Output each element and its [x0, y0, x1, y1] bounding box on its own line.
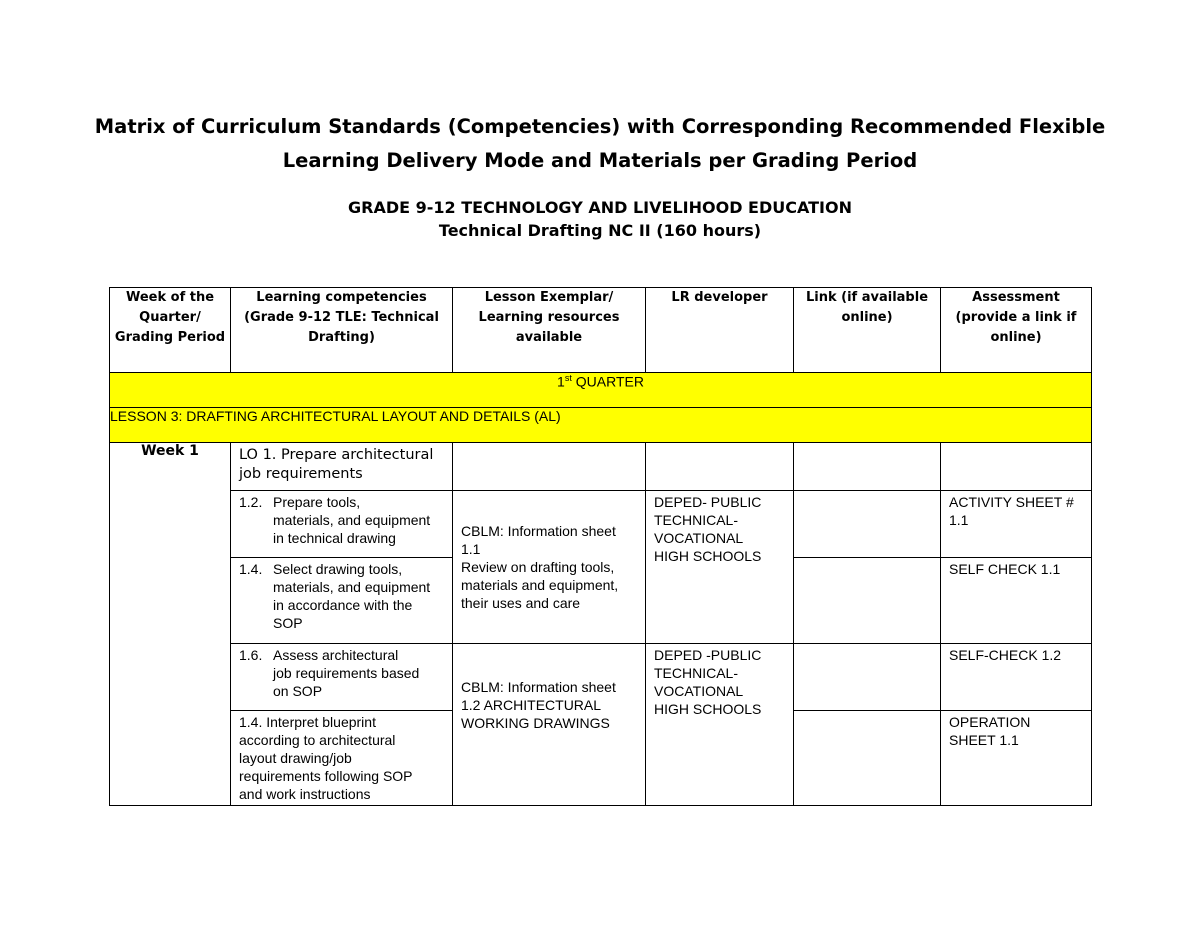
assessment-cell: ACTIVITY SHEET # 1.1 — [941, 491, 1092, 558]
header-exemplar: Lesson Exemplar/ Learning resources available — [453, 288, 646, 373]
table-header-row — [110, 288, 1092, 373]
curriculum-matrix-table — [109, 287, 1092, 806]
assessment-cell: SELF CHECK 1.1 — [941, 558, 1092, 644]
competency-cell: 1.4. Select drawing tools, materials, and equipment in accordance with the SOP — [231, 558, 453, 644]
header-competencies: Learning competencies (Grade 9-12 TLE: Technical Drafting) — [231, 288, 453, 373]
header-developer: LR developer — [646, 288, 794, 373]
competency-cell: 1.4. Interpret blueprint according to architectural layout drawing/job requirements following SOP and work instructions — [231, 711, 453, 806]
lo-title-row — [110, 443, 1092, 491]
lo-title-cell — [231, 443, 453, 491]
lo-exemplar-cell — [453, 443, 646, 491]
title-line-2: Learning Delivery Mode and Materials per Grading Period — [282, 149, 918, 172]
developer-cell-group-2: DEPED -PUBLIC TECHNICAL- VOCATIONAL HIGH SCHOOLS — [646, 644, 794, 806]
table-row — [110, 491, 1092, 558]
table-row — [110, 644, 1092, 711]
quarter-label: 1st QUARTER — [110, 373, 1092, 408]
header-week: Week of the Quarter/ Grading Period — [110, 288, 231, 373]
quarter-row — [110, 373, 1092, 408]
lo-title: LO 1. Prepare architectural job requirements — [239, 447, 434, 482]
week-cell: Week 1 — [110, 443, 231, 806]
subtitle-line-1: GRADE 9-12 TECHNOLOGY AND LIVELIHOOD EDUCATION — [348, 198, 852, 217]
document-subtitle — [0, 196, 1200, 242]
link-cell — [794, 711, 941, 806]
link-cell — [794, 558, 941, 644]
header-assessment: Assessment (provide a link if online) — [941, 288, 1092, 373]
lesson-row — [110, 408, 1092, 443]
subtitle-line-2: Technical Drafting NC II (160 hours) — [438, 221, 762, 240]
document-title — [0, 110, 1200, 178]
exemplar-cell-group-2: CBLM: Information sheet 1.2 ARCHITECTURAL WORKING DRAWINGS — [453, 644, 646, 806]
assessment-cell: OPERATION SHEET 1.1 — [941, 711, 1092, 806]
link-cell — [794, 644, 941, 711]
title-line-1: Matrix of Curriculum Standards (Competencies) with Corresponding Recommended Flexible — [94, 115, 1106, 138]
link-cell — [794, 491, 941, 558]
developer-cell-group-1: DEPED- PUBLIC TECHNICAL- VOCATIONAL HIGH SCHOOLS — [646, 491, 794, 644]
lo-link-cell — [794, 443, 941, 491]
exemplar-cell-group-1: CBLM: Information sheet 1.1 Review on drafting tools, materials and equipment, their uses and care — [453, 491, 646, 644]
lo-developer-cell — [646, 443, 794, 491]
competency-cell: 1.2. Prepare tools, materials, and equipment in technical drawing — [231, 491, 453, 558]
competency-cell: 1.6. Assess architectural job requirements based on SOP — [231, 644, 453, 711]
lo-assessment-cell — [941, 443, 1092, 491]
assessment-cell: SELF-CHECK 1.2 — [941, 644, 1092, 711]
header-link: Link (if available online) — [794, 288, 941, 373]
lesson-label: LESSON 3: DRAFTING ARCHITECTURAL LAYOUT AND DETAILS (AL) — [110, 408, 1092, 443]
